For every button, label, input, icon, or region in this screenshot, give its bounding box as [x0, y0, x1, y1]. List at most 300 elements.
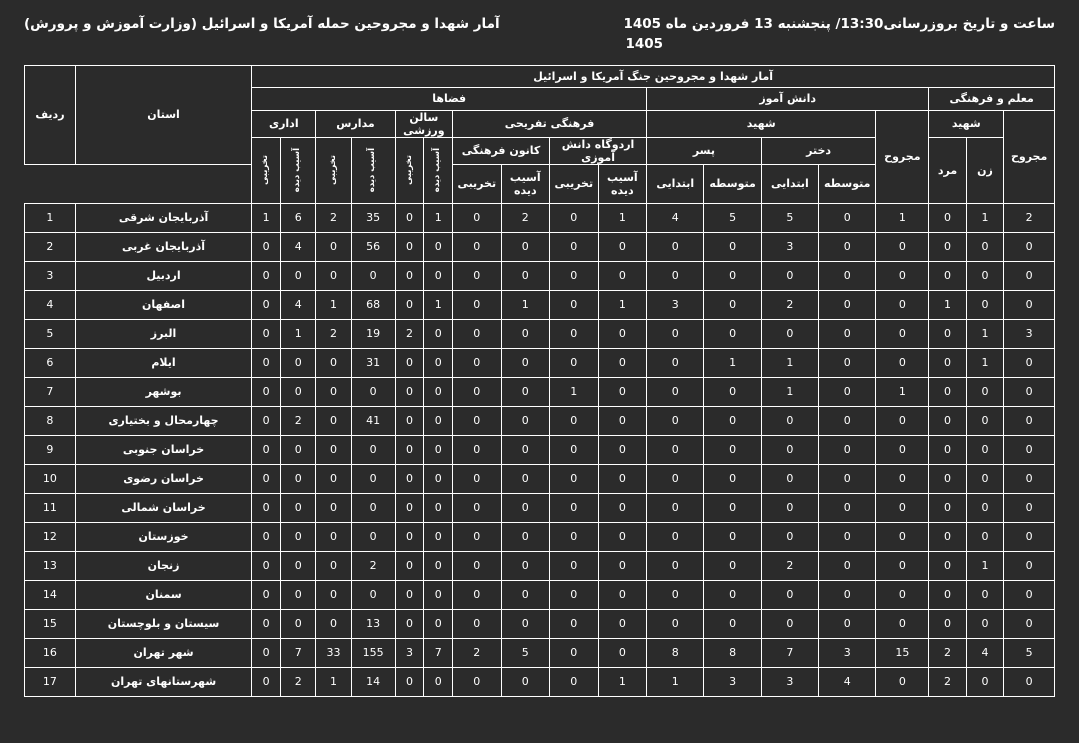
cell-girl_mid: 0	[819, 232, 876, 261]
cell-province: اصفهان	[75, 290, 251, 319]
cell-row-number: 17	[25, 667, 76, 696]
cell-boy_mid: 8	[704, 638, 761, 667]
cell-teacher_man: 0	[929, 203, 966, 232]
cell-teacher_woman: 1	[966, 319, 1003, 348]
cell-row-number: 4	[25, 290, 76, 319]
cell-girl_mid: 0	[819, 580, 876, 609]
cell-gym_damaged: 0	[424, 551, 453, 580]
cell-teacher_woman: 0	[966, 522, 1003, 551]
table-row	[25, 261, 1055, 290]
sub-header-boy: پسر	[647, 137, 762, 164]
sub-header-teacher-woman: زن	[966, 137, 1003, 203]
cell-teacher_injured: 0	[1004, 667, 1055, 696]
cell-schools_destroyed: 0	[316, 551, 351, 580]
cell-gym_destroyed: 0	[395, 406, 424, 435]
cell-teacher_injured: 0	[1004, 261, 1055, 290]
cell-boy_elem: 0	[647, 609, 704, 638]
cell-girl_mid: 4	[819, 667, 876, 696]
cell-teacher_woman: 0	[966, 232, 1003, 261]
cell-admin_destroyed: 0	[252, 319, 281, 348]
cell-admin_destroyed: 0	[252, 377, 281, 406]
cell-center_destroyed: 0	[453, 319, 502, 348]
cell-row-number: 11	[25, 493, 76, 522]
cell-girl_mid: 0	[819, 493, 876, 522]
cell-admin_damaged: 2	[281, 406, 316, 435]
cell-gym_destroyed: 0	[395, 522, 424, 551]
sub-header-schools: مدارس	[316, 110, 395, 137]
cell-camp_destroyed: 0	[550, 609, 599, 638]
cell-camp_damaged: 0	[598, 551, 647, 580]
sub-header-cultural-center: کانون فرهنگی	[453, 137, 550, 164]
cell-teacher_man: 0	[929, 580, 966, 609]
cell-schools_destroyed: 0	[316, 580, 351, 609]
cell-gym_damaged: 0	[424, 609, 453, 638]
table-row	[25, 493, 1055, 522]
cell-gym_destroyed: 0	[395, 464, 424, 493]
cell-gym_damaged: 0	[424, 580, 453, 609]
cell-gym_damaged: 0	[424, 319, 453, 348]
header-update-line2: 1405	[625, 36, 664, 53]
cell-province: اردبیل	[75, 261, 251, 290]
cell-camp_damaged: 0	[598, 261, 647, 290]
cell-admin_destroyed: 0	[252, 667, 281, 696]
cell-camp_destroyed: 0	[550, 232, 599, 261]
cell-camp_damaged: 0	[598, 464, 647, 493]
cell-center_damaged: 0	[501, 261, 550, 290]
cell-camp_destroyed: 0	[550, 464, 599, 493]
cell-boy_elem: 1	[647, 667, 704, 696]
cell-center_destroyed: 0	[453, 435, 502, 464]
cell-boy_mid: 0	[704, 522, 761, 551]
cell-teacher_man: 2	[929, 638, 966, 667]
cell-boy_mid: 0	[704, 319, 761, 348]
cell-girl_elem: 5	[761, 203, 818, 232]
sub-header-schools-damaged: آسیب دیده	[351, 137, 395, 203]
sub-header-student-injured: مجروح	[876, 110, 929, 203]
cell-student_injured: 1	[876, 377, 929, 406]
cell-schools_damaged: 31	[351, 348, 395, 377]
cell-girl_mid: 0	[819, 348, 876, 377]
cell-gym_damaged: 1	[424, 290, 453, 319]
cell-province: ایلام	[75, 348, 251, 377]
sub-header-admin-damaged: آسیب دیده	[281, 137, 316, 203]
cell-admin_destroyed: 0	[252, 232, 281, 261]
sub-header-gym: سالن ورزشی	[395, 110, 452, 137]
cell-girl_mid: 3	[819, 638, 876, 667]
cell-admin_destroyed: 0	[252, 406, 281, 435]
cell-province: شهرستانهای تهران	[75, 667, 251, 696]
cell-schools_damaged: 0	[351, 522, 395, 551]
cell-center_damaged: 0	[501, 464, 550, 493]
cell-girl_mid: 0	[819, 261, 876, 290]
table-row	[25, 464, 1055, 493]
cell-teacher_injured: 0	[1004, 493, 1055, 522]
cell-camp_damaged: 0	[598, 580, 647, 609]
cell-admin_damaged: 0	[281, 435, 316, 464]
cell-province: آذربایجان شرقی	[75, 203, 251, 232]
cell-row-number: 14	[25, 580, 76, 609]
cell-girl_elem: 0	[761, 580, 818, 609]
cell-row-number: 10	[25, 464, 76, 493]
cell-student_injured: 0	[876, 580, 929, 609]
cell-student_injured: 0	[876, 319, 929, 348]
cell-boy_elem: 0	[647, 580, 704, 609]
cell-camp_damaged: 0	[598, 348, 647, 377]
cell-girl_elem: 3	[761, 232, 818, 261]
table-row	[25, 319, 1055, 348]
cell-schools_damaged: 2	[351, 551, 395, 580]
cell-gym_damaged: 0	[424, 464, 453, 493]
cell-teacher_man: 1	[929, 290, 966, 319]
cell-teacher_man: 2	[929, 667, 966, 696]
cell-camp_destroyed: 0	[550, 580, 599, 609]
cell-girl_elem: 0	[761, 493, 818, 522]
cell-boy_elem: 0	[647, 261, 704, 290]
cell-camp_destroyed: 0	[550, 638, 599, 667]
cell-girl_elem: 0	[761, 464, 818, 493]
cell-camp_damaged: 1	[598, 290, 647, 319]
cell-gym_damaged: 0	[424, 377, 453, 406]
sub-header-camp-damaged: آسیب دیده	[598, 164, 647, 203]
cell-student_injured: 1	[876, 203, 929, 232]
cell-girl_mid: 0	[819, 609, 876, 638]
cell-boy_elem: 0	[647, 348, 704, 377]
cell-admin_damaged: 0	[281, 348, 316, 377]
cell-schools_damaged: 13	[351, 609, 395, 638]
cell-admin_destroyed: 0	[252, 609, 281, 638]
cell-teacher_injured: 0	[1004, 522, 1055, 551]
cell-gym_destroyed: 0	[395, 667, 424, 696]
cell-admin_damaged: 7	[281, 638, 316, 667]
cell-schools_damaged: 0	[351, 261, 395, 290]
cell-boy_mid: 3	[704, 667, 761, 696]
cell-teacher_injured: 0	[1004, 406, 1055, 435]
cell-schools_destroyed: 0	[316, 406, 351, 435]
cell-province: سیستان و بلوچستان	[75, 609, 251, 638]
cell-row-number: 12	[25, 522, 76, 551]
sub-header-girl-middle: متوسطه	[819, 164, 876, 203]
cell-center_destroyed: 0	[453, 203, 502, 232]
cell-boy_elem: 0	[647, 232, 704, 261]
cell-camp_damaged: 0	[598, 406, 647, 435]
cell-center_damaged: 5	[501, 638, 550, 667]
cell-boy_mid: 0	[704, 377, 761, 406]
cell-admin_damaged: 0	[281, 493, 316, 522]
cell-boy_elem: 0	[647, 406, 704, 435]
sub-header-admin-destroyed: تخریبی	[252, 137, 281, 203]
table-row	[25, 348, 1055, 377]
cell-admin_damaged: 0	[281, 377, 316, 406]
table-row	[25, 522, 1055, 551]
cell-camp_destroyed: 0	[550, 261, 599, 290]
cell-boy_mid: 0	[704, 493, 761, 522]
cell-schools_damaged: 155	[351, 638, 395, 667]
cell-gym_damaged: 0	[424, 232, 453, 261]
cell-student_injured: 0	[876, 232, 929, 261]
cell-gym_damaged: 0	[424, 348, 453, 377]
cell-schools_destroyed: 0	[316, 435, 351, 464]
table-row	[25, 638, 1055, 667]
sub-header-boy-middle: متوسطه	[704, 164, 761, 203]
cell-center_destroyed: 0	[453, 493, 502, 522]
cell-camp_damaged: 0	[598, 319, 647, 348]
cell-center_damaged: 1	[501, 290, 550, 319]
cell-row-number: 2	[25, 232, 76, 261]
cell-student_injured: 0	[876, 609, 929, 638]
table-row	[25, 203, 1055, 232]
cell-camp_destroyed: 0	[550, 522, 599, 551]
cell-girl_elem: 0	[761, 261, 818, 290]
cell-center_damaged: 0	[501, 377, 550, 406]
cell-girl_mid: 0	[819, 203, 876, 232]
cell-admin_destroyed: 0	[252, 290, 281, 319]
cell-schools_destroyed: 2	[316, 319, 351, 348]
table-row	[25, 551, 1055, 580]
cell-schools_damaged: 0	[351, 377, 395, 406]
cell-admin_damaged: 0	[281, 522, 316, 551]
sub-header-teacher-martyr: شهید	[929, 110, 1004, 137]
cell-province: بوشهر	[75, 377, 251, 406]
cell-center_destroyed: 0	[453, 377, 502, 406]
cell-teacher_woman: 0	[966, 493, 1003, 522]
cell-teacher_woman: 1	[966, 348, 1003, 377]
cell-teacher_injured: 0	[1004, 348, 1055, 377]
cell-gym_destroyed: 0	[395, 609, 424, 638]
cell-girl_mid: 0	[819, 290, 876, 319]
cell-girl_mid: 0	[819, 435, 876, 464]
cell-center_destroyed: 0	[453, 348, 502, 377]
cell-center_destroyed: 0	[453, 290, 502, 319]
cell-gym_destroyed: 0	[395, 232, 424, 261]
cell-center_damaged: 0	[501, 435, 550, 464]
cell-boy_elem: 0	[647, 435, 704, 464]
cell-province: خراسان رضوی	[75, 464, 251, 493]
cell-teacher_man: 0	[929, 551, 966, 580]
cell-boy_mid: 0	[704, 435, 761, 464]
cell-schools_destroyed: 0	[316, 464, 351, 493]
cell-gym_destroyed: 0	[395, 435, 424, 464]
sub-header-center-destroyed: تخریبی	[453, 164, 502, 203]
cell-gym_damaged: 7	[424, 638, 453, 667]
cell-gym_destroyed: 0	[395, 261, 424, 290]
cell-camp_destroyed: 0	[550, 348, 599, 377]
sub-header-girl: دختر	[761, 137, 876, 164]
cell-gym_damaged: 1	[424, 203, 453, 232]
cell-teacher_injured: 0	[1004, 609, 1055, 638]
cell-center_damaged: 2	[501, 203, 550, 232]
cell-center_destroyed: 0	[453, 551, 502, 580]
cell-teacher_injured: 3	[1004, 319, 1055, 348]
cell-center_damaged: 0	[501, 319, 550, 348]
cell-center_damaged: 0	[501, 522, 550, 551]
cell-girl_elem: 0	[761, 609, 818, 638]
cell-teacher_woman: 1	[966, 203, 1003, 232]
cell-camp_damaged: 0	[598, 232, 647, 261]
cell-center_damaged: 0	[501, 667, 550, 696]
cell-boy_mid: 0	[704, 290, 761, 319]
cell-camp_destroyed: 0	[550, 667, 599, 696]
cell-row-number: 15	[25, 609, 76, 638]
cell-camp_damaged: 0	[598, 435, 647, 464]
cell-teacher_man: 0	[929, 319, 966, 348]
cell-camp_damaged: 0	[598, 493, 647, 522]
table-row	[25, 667, 1055, 696]
table-row	[25, 609, 1055, 638]
cell-row-number: 9	[25, 435, 76, 464]
cell-teacher_injured: 0	[1004, 435, 1055, 464]
cell-admin_damaged: 1	[281, 319, 316, 348]
cell-gym_damaged: 0	[424, 522, 453, 551]
cell-girl_mid: 0	[819, 406, 876, 435]
cell-admin_destroyed: 1	[252, 203, 281, 232]
cell-gym_damaged: 0	[424, 667, 453, 696]
cell-admin_damaged: 0	[281, 464, 316, 493]
cell-teacher_woman: 0	[966, 377, 1003, 406]
cell-teacher_woman: 0	[966, 464, 1003, 493]
cell-center_damaged: 0	[501, 493, 550, 522]
cell-admin_destroyed: 0	[252, 551, 281, 580]
cell-province: سمنان	[75, 580, 251, 609]
cell-admin_destroyed: 0	[252, 493, 281, 522]
cell-row-number: 8	[25, 406, 76, 435]
cell-boy_elem: 4	[647, 203, 704, 232]
cell-camp_destroyed: 0	[550, 493, 599, 522]
cell-teacher_injured: 2	[1004, 203, 1055, 232]
cell-admin_destroyed: 0	[252, 638, 281, 667]
cell-row-number: 13	[25, 551, 76, 580]
cell-student_injured: 0	[876, 290, 929, 319]
cell-province: خوزستان	[75, 522, 251, 551]
cell-schools_damaged: 19	[351, 319, 395, 348]
cell-boy_mid: 0	[704, 406, 761, 435]
cell-schools_destroyed: 0	[316, 261, 351, 290]
sub-header-cultural-recreational: فرهنگی تفریحی	[453, 110, 647, 137]
page-header	[0, 0, 1079, 65]
cell-girl_mid: 0	[819, 319, 876, 348]
cell-teacher_woman: 0	[966, 406, 1003, 435]
cell-teacher_man: 0	[929, 232, 966, 261]
cell-gym_destroyed: 0	[395, 551, 424, 580]
cell-gym_damaged: 0	[424, 406, 453, 435]
cell-boy_elem: 3	[647, 290, 704, 319]
cell-row-number: 1	[25, 203, 76, 232]
header-update-info	[623, 14, 1055, 55]
cell-schools_destroyed: 1	[316, 667, 351, 696]
cell-boy_mid: 0	[704, 464, 761, 493]
cell-girl_mid: 0	[819, 522, 876, 551]
cell-boy_elem: 0	[647, 522, 704, 551]
cell-camp_destroyed: 0	[550, 551, 599, 580]
cell-schools_destroyed: 0	[316, 522, 351, 551]
cell-camp_destroyed: 0	[550, 203, 599, 232]
cell-girl_elem: 1	[761, 348, 818, 377]
sub-header-student-martyr: شهید	[647, 110, 876, 137]
cell-gym_destroyed: 0	[395, 203, 424, 232]
cell-gym_destroyed: 0	[395, 290, 424, 319]
cell-teacher_woman: 0	[966, 609, 1003, 638]
table-container	[0, 65, 1079, 697]
cell-row-number: 16	[25, 638, 76, 667]
sub-header-girl-elementary: ابتدایی	[761, 164, 818, 203]
cell-teacher_injured: 0	[1004, 464, 1055, 493]
cell-boy_mid: 5	[704, 203, 761, 232]
cell-center_destroyed: 0	[453, 580, 502, 609]
cell-student_injured: 0	[876, 435, 929, 464]
group-header-spaces: فضاها	[252, 87, 647, 110]
cell-boy_elem: 0	[647, 319, 704, 348]
cell-center_destroyed: 0	[453, 464, 502, 493]
cell-center_damaged: 0	[501, 551, 550, 580]
cell-girl_elem: 0	[761, 406, 818, 435]
sub-header-gym-destroyed: تخریبی	[395, 137, 424, 203]
cell-student_injured: 0	[876, 667, 929, 696]
cell-teacher_man: 0	[929, 464, 966, 493]
cell-girl_mid: 0	[819, 464, 876, 493]
cell-teacher_injured: 0	[1004, 551, 1055, 580]
cell-student_injured: 15	[876, 638, 929, 667]
cell-girl_mid: 0	[819, 377, 876, 406]
cell-schools_damaged: 56	[351, 232, 395, 261]
cell-province: خراسان شمالی	[75, 493, 251, 522]
cell-camp_destroyed: 0	[550, 406, 599, 435]
cell-center_destroyed: 0	[453, 406, 502, 435]
cell-teacher_man: 0	[929, 435, 966, 464]
cell-schools_destroyed: 2	[316, 203, 351, 232]
cell-center_damaged: 0	[501, 232, 550, 261]
cell-camp_destroyed: 0	[550, 319, 599, 348]
cell-girl_elem: 1	[761, 377, 818, 406]
statistics-table	[24, 65, 1055, 697]
cell-teacher_injured: 0	[1004, 377, 1055, 406]
table-row	[25, 377, 1055, 406]
cell-admin_damaged: 0	[281, 580, 316, 609]
sub-header-gym-damaged: آسیب دیده	[424, 137, 453, 203]
cell-province: آذربایجان غربی	[75, 232, 251, 261]
cell-boy_elem: 0	[647, 377, 704, 406]
cell-schools_damaged: 0	[351, 580, 395, 609]
table-row	[25, 580, 1055, 609]
sub-header-teacher-man: مرد	[929, 137, 966, 203]
table-title: آمار شهدا و مجروحین جنگ آمریکا و اسرائیل	[252, 65, 1055, 87]
cell-boy_mid: 0	[704, 261, 761, 290]
cell-province: زنجان	[75, 551, 251, 580]
cell-girl_elem: 0	[761, 319, 818, 348]
cell-gym_destroyed: 0	[395, 348, 424, 377]
cell-admin_damaged: 6	[281, 203, 316, 232]
cell-province: شهر تهران	[75, 638, 251, 667]
header-update-line1: ساعت و تاریخ بروزرسانی13:30/ پنجشنبه 13 فروردین ماه 1405	[623, 16, 1055, 32]
cell-girl_elem: 3	[761, 667, 818, 696]
cell-girl_elem: 0	[761, 435, 818, 464]
cell-camp_damaged: 0	[598, 638, 647, 667]
cell-center_damaged: 0	[501, 348, 550, 377]
cell-admin_damaged: 4	[281, 232, 316, 261]
cell-teacher_man: 0	[929, 406, 966, 435]
cell-schools_damaged: 0	[351, 493, 395, 522]
cell-camp_damaged: 1	[598, 667, 647, 696]
cell-girl_elem: 2	[761, 551, 818, 580]
table-row	[25, 232, 1055, 261]
cell-teacher_woman: 0	[966, 580, 1003, 609]
cell-teacher_injured: 5	[1004, 638, 1055, 667]
group-header-teacher: معلم و فرهنگی	[929, 87, 1055, 110]
cell-gym_destroyed: 0	[395, 493, 424, 522]
sub-header-schools-destroyed: تخریبی	[316, 137, 351, 203]
sub-header-camp-destroyed: تخریبی	[550, 164, 599, 203]
cell-schools_destroyed: 1	[316, 290, 351, 319]
cell-schools_destroyed: 0	[316, 377, 351, 406]
cell-gym_destroyed: 0	[395, 377, 424, 406]
